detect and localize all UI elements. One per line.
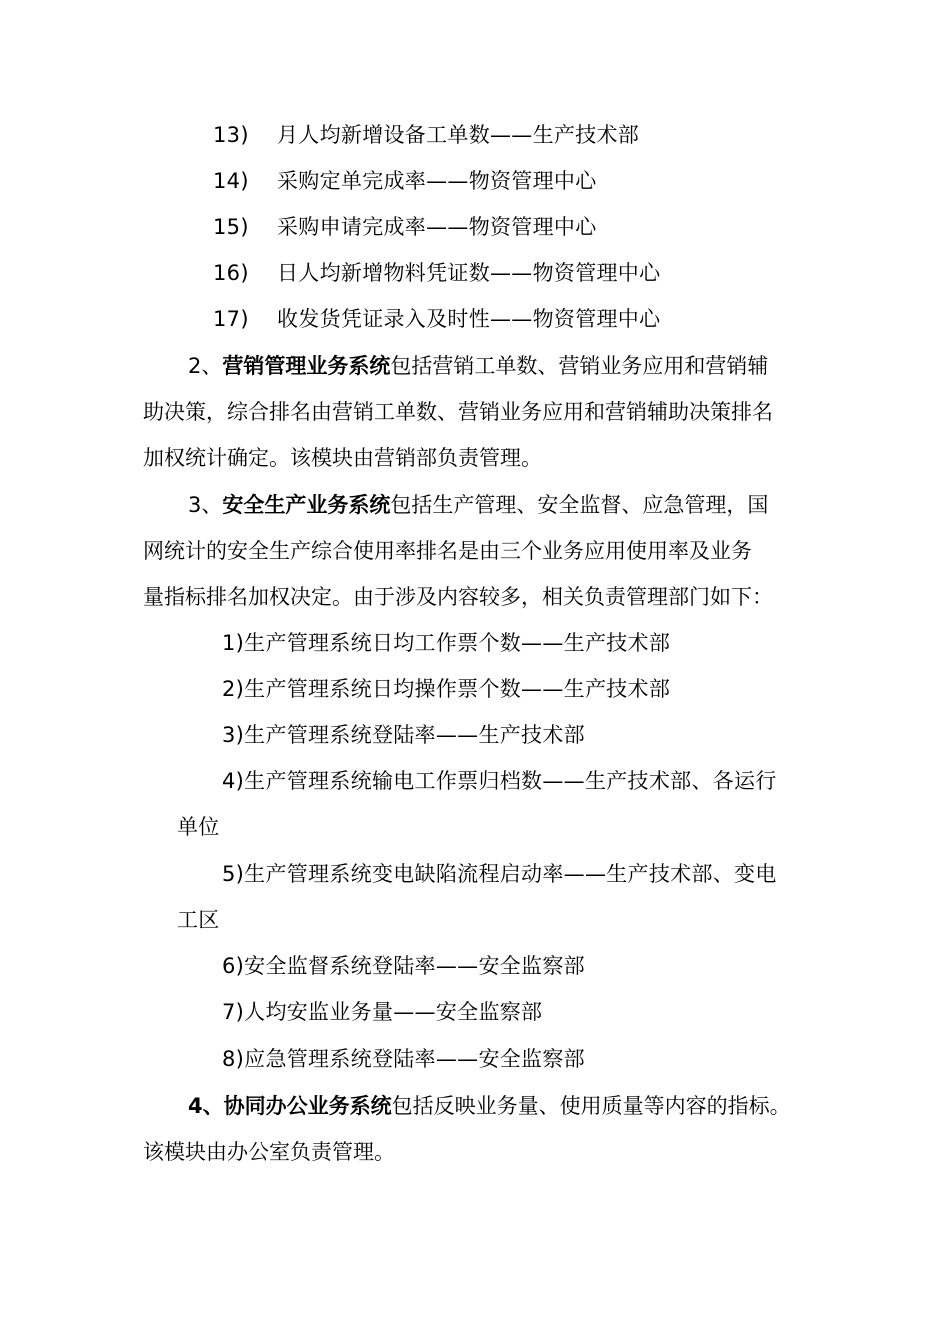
list-item-continuation: 单位 (177, 815, 220, 839)
list-text: 月人均新增设备工单数——生产技术部 (277, 123, 640, 147)
list-item-continuation: 工区 (177, 908, 220, 932)
paragraph-line (143, 351, 811, 381)
paragraph-heading: 营销管理业务系统 (222, 354, 391, 378)
list-item: 4)生产管理系统输电工作票归档数——生产技术部、各运行 (222, 769, 777, 793)
list-item: 7)人均安监业务量——安全监察部 (222, 1000, 543, 1024)
list-text: 收发货凭证录入及时性——物资管理中心 (277, 307, 661, 331)
paragraph-text: 包括生产管理、安全监督、应急管理，国 (390, 493, 769, 517)
paragraph-line: 助决策，综合排名由营销工单数、营销业务应用和营销辅助决策排名 (143, 400, 773, 424)
paragraph-marketing (143, 351, 811, 473)
paragraph-heading: 4、协同办公业务系统 (188, 1094, 392, 1118)
paragraph-line: 网统计的安全生产综合使用率排名是由三个业务应用使用率及业务 (143, 539, 752, 563)
paragraph-number: 3、 (188, 493, 223, 517)
paragraph-text: 包括反映业务量、使用质量等内容的指标。 (391, 1094, 791, 1118)
paragraph-office (143, 1091, 811, 1167)
list-text: 日人均新增物料凭证数——物资管理中心 (277, 261, 661, 285)
paragraph-safety (143, 490, 811, 612)
list-number: 17) (213, 307, 249, 331)
list-item: 3)生产管理系统登陆率——生产技术部 (222, 723, 585, 747)
paragraph-number: 2、 (188, 354, 223, 378)
list-number: 14) (213, 169, 249, 193)
list-number: 13) (213, 123, 249, 147)
list-item: 5)生产管理系统变电缺陷流程启动率——生产技术部、变电 (222, 862, 777, 886)
list-item: 6)安全监督系统登陆率——安全监察部 (222, 954, 585, 978)
list-number: 16) (213, 261, 249, 285)
paragraph-text: 包括营销工单数、营销业务应用和营销辅 (390, 354, 769, 378)
paragraph-line (143, 1091, 811, 1121)
list-item: 8)应急管理系统登陆率——安全监察部 (222, 1047, 585, 1071)
list-item: 2)生产管理系统日均操作票个数——生产技术部 (222, 677, 671, 701)
list-item: 1)生产管理系统日均工作票个数——生产技术部 (222, 631, 671, 655)
list-text: 采购定单完成率——物资管理中心 (277, 169, 597, 193)
list-number: 15) (213, 215, 249, 239)
paragraph-line: 加权统计确定。该模块由营销部负责管理。 (143, 446, 542, 470)
paragraph-line: 量指标排名加权决定。由于涉及内容较多，相关负责管理部门如下： (143, 585, 773, 609)
list-text: 采购申请完成率——物资管理中心 (277, 215, 597, 239)
paragraph-line: 该模块由办公室负责管理。 (143, 1140, 395, 1164)
paragraph-heading: 安全生产业务系统 (222, 493, 391, 517)
paragraph-line (143, 490, 811, 520)
